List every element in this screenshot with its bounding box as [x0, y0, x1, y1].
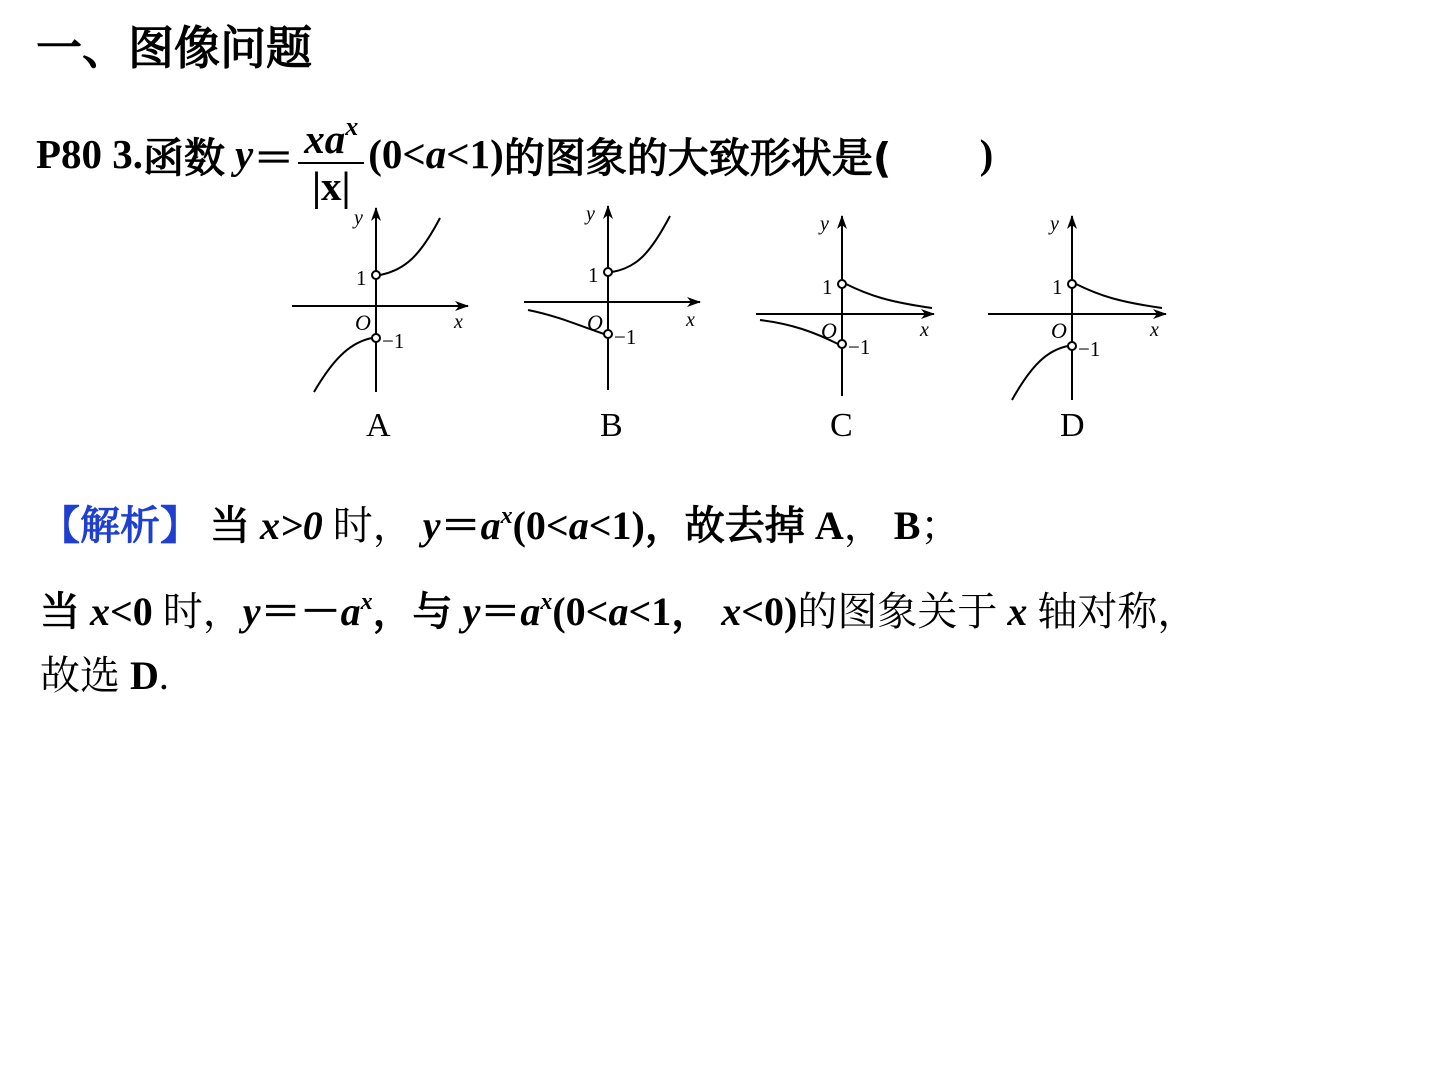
function-fraction: [298, 104, 364, 208]
a2-t17: x: [721, 589, 742, 634]
hole-b-bottom: [604, 330, 612, 338]
a3-t3: .: [158, 653, 169, 698]
curve-d-left: [1012, 346, 1068, 400]
a1-t2: x>0: [260, 503, 323, 548]
hole-c-bottom: [838, 340, 846, 348]
curve-b-right: [612, 216, 670, 272]
a2-t5: y: [242, 589, 261, 634]
origin-label-a: O: [355, 310, 371, 335]
a2-t18: <0): [741, 589, 798, 634]
a3-t2: D: [130, 653, 159, 698]
a2-t4: 时，: [162, 589, 243, 635]
analysis-line-2: [40, 580, 1197, 637]
option-graphs: [280, 196, 1180, 446]
a2-t9: ，与: [372, 589, 453, 635]
a1-t7: x: [500, 503, 513, 529]
a1-t13: ，: [843, 503, 884, 549]
section-title: 一、图像问题: [36, 21, 312, 75]
a2-t20: x: [1007, 589, 1028, 634]
a2-t16: <1，: [628, 589, 712, 634]
origin-label-b: O: [587, 310, 603, 335]
graph-a: [292, 207, 468, 444]
tick-neg-d: −1: [1078, 337, 1101, 361]
a2-t2: x: [90, 589, 110, 634]
analysis-line-3: [40, 644, 169, 701]
graph-b: [524, 203, 700, 444]
a2-t6: ＝－: [260, 589, 341, 634]
hole-b-top: [604, 268, 612, 276]
option-label-a: A: [366, 407, 391, 444]
a1-t6: a: [480, 503, 501, 548]
question-close-paren: ): [979, 131, 994, 177]
question-line: [36, 102, 994, 209]
a2-t7: a: [340, 589, 361, 634]
a1-t10: <1): [588, 503, 645, 548]
a2-t10: y: [462, 589, 481, 634]
tick-neg-a: −1: [382, 329, 405, 353]
a3-t1: 故选: [40, 653, 120, 699]
a2-t15: a: [608, 589, 629, 634]
x-label-b: x: [686, 309, 695, 331]
curve-d-right: [1076, 284, 1162, 308]
condition-a: a: [425, 131, 447, 177]
a1-t15: ；: [920, 503, 961, 549]
a2-t3: <0: [110, 589, 153, 634]
question-prefix: P80 3.: [36, 131, 144, 177]
numerator-exponent: x: [345, 112, 359, 141]
graph-c: [756, 213, 934, 444]
y-label-b: y: [586, 203, 595, 225]
a1-t5: ＝: [440, 503, 481, 548]
curve-a-left: [314, 338, 372, 392]
x-label-d: x: [1150, 319, 1159, 341]
x-label-a: x: [454, 311, 463, 333]
a2-t14: (0<: [552, 589, 609, 634]
a1-t8: (0<: [512, 503, 569, 548]
hole-a-top: [372, 271, 380, 279]
a1-t12: A: [814, 503, 844, 548]
origin-label-c: O: [821, 318, 837, 343]
analysis-line-1: [40, 494, 960, 551]
tick-neg-c: −1: [848, 335, 871, 359]
a2-t1: 当: [40, 589, 80, 635]
a1-t9: a: [568, 503, 589, 548]
tick-pos-b: 1: [588, 263, 599, 287]
a1-t4: y: [422, 503, 441, 548]
a2-t13: x: [540, 589, 553, 615]
curve-a-right: [380, 218, 440, 275]
numerator-base: xa: [304, 116, 346, 162]
a2-t8: x: [360, 589, 373, 615]
option-label-c: C: [830, 407, 853, 444]
a2-t19: 的图象关于: [797, 589, 998, 635]
hole-a-bottom: [372, 334, 380, 342]
question-stem: 函数: [143, 133, 226, 182]
graph-d: [988, 213, 1166, 444]
question-tail: 的图象的大致形状是(: [503, 133, 892, 182]
a1-t14: B: [893, 503, 921, 548]
condition-close: <1): [446, 131, 504, 177]
a1-t11: ，故去掉: [644, 503, 805, 549]
tick-pos-a: 1: [356, 266, 367, 290]
a1-t1: 当: [210, 503, 250, 549]
condition-open: (0<: [368, 131, 426, 177]
a2-t21: 轴对称，: [1037, 589, 1198, 635]
fraction-denominator: |x|: [311, 163, 351, 209]
option-label-d: D: [1060, 407, 1085, 444]
hole-c-top: [838, 280, 846, 288]
question-eq: ＝: [253, 134, 295, 181]
fraction-numerator: [298, 104, 364, 164]
analysis-tag: 【解析】: [40, 503, 200, 549]
y-label-a: y: [354, 207, 363, 229]
x-label-c: x: [920, 319, 929, 341]
tick-neg-b: −1: [614, 325, 637, 349]
a2-t11: ＝: [480, 589, 521, 634]
question-y: y: [235, 131, 254, 177]
y-label-d: y: [1050, 213, 1059, 235]
option-label-b: B: [600, 407, 623, 444]
hole-d-top: [1068, 280, 1076, 288]
tick-pos-d: 1: [1052, 275, 1063, 299]
tick-pos-c: 1: [822, 275, 833, 299]
hole-d-bottom: [1068, 342, 1076, 350]
curve-c-right: [846, 284, 932, 308]
y-label-c: y: [820, 213, 829, 235]
a1-t3: 时，: [332, 503, 413, 549]
origin-label-d: O: [1051, 318, 1067, 343]
a2-t12: a: [520, 589, 541, 634]
